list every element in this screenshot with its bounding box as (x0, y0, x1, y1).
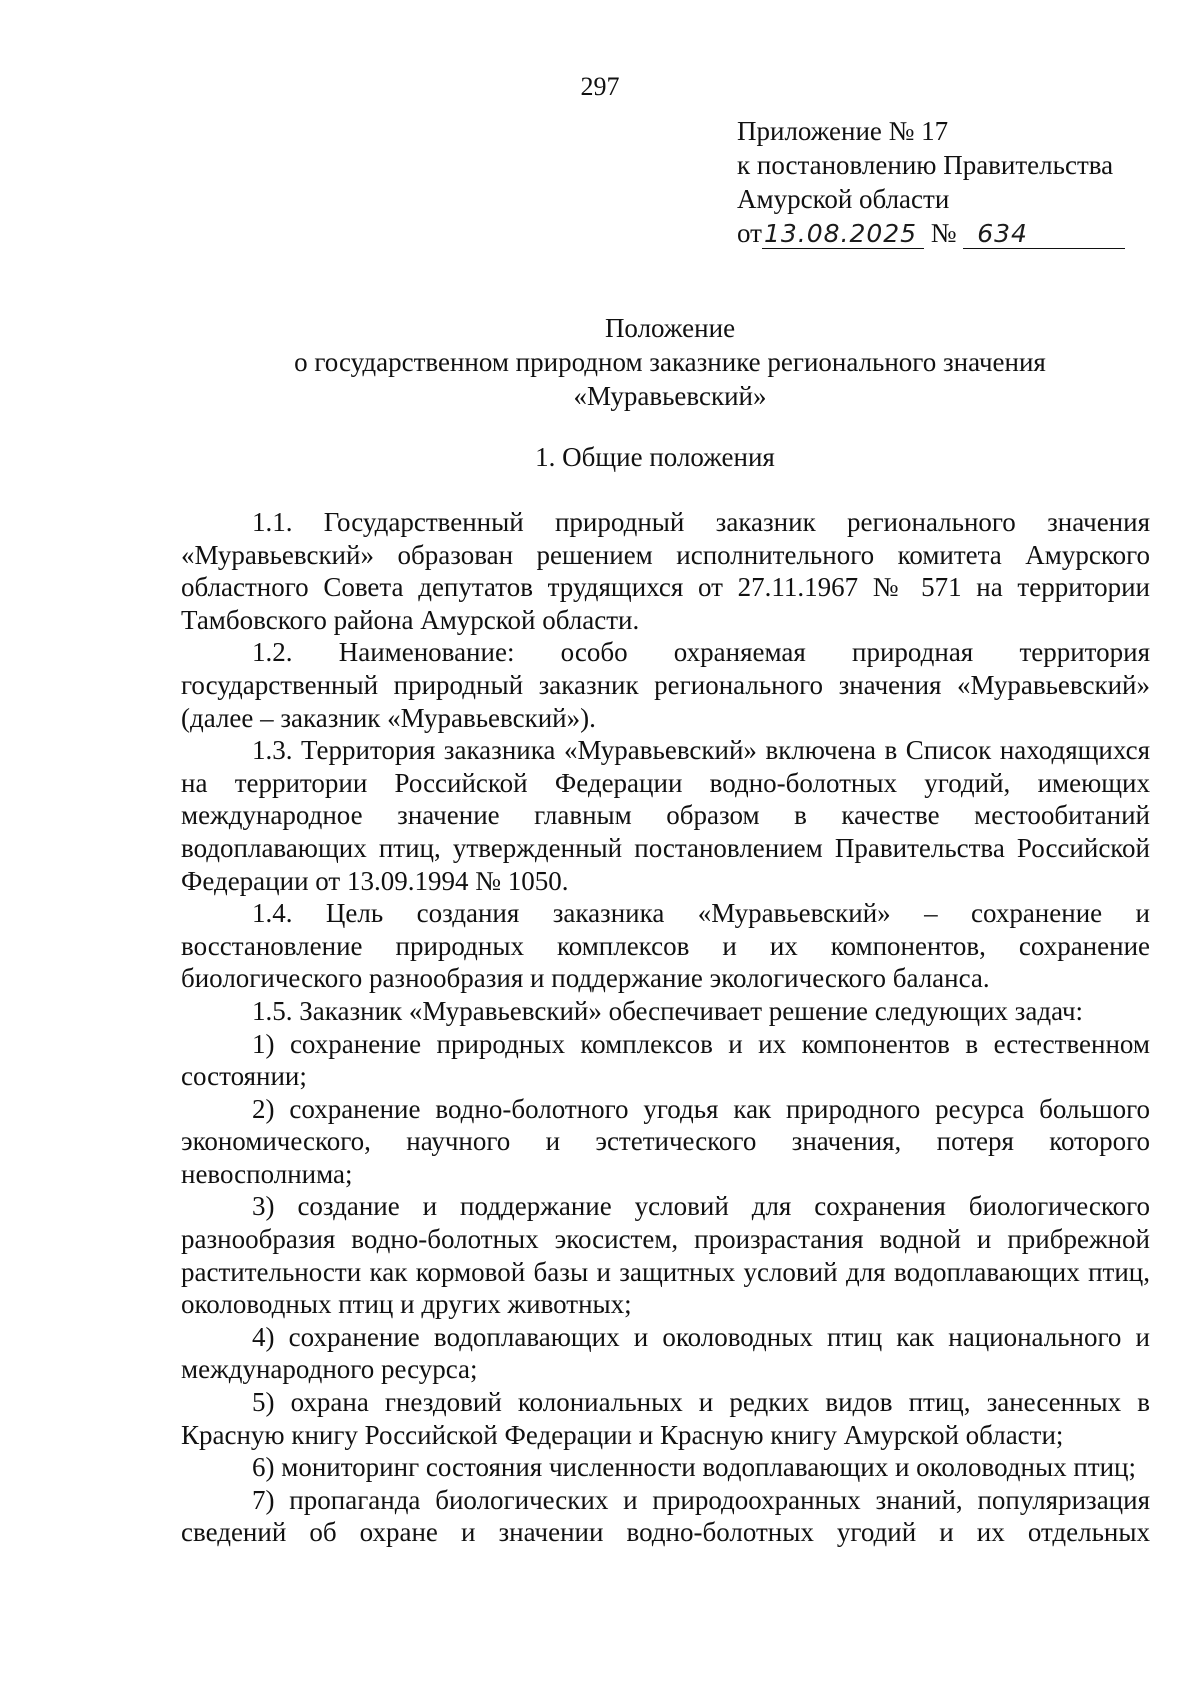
list-item-5: 5) охрана гнездовий колониальных и редких видов птиц, занесенных в Красную книгу Российской Федерации и Красную книгу Амурской области; (181, 1387, 1150, 1450)
handwritten-date: 13.08.2025 (762, 220, 924, 249)
paragraph-1-3: 1.3. Территория заказника «Муравьевский» включена в Список находящихся на территории Российской Федерации водно-болотных угодий, имеющих международное значение главным образом в качестве местообитаний водоплавающих птиц, утвержденный постановлением Правительства Российской Федерации от 13.09.1994 № 1050. (181, 735, 1150, 896)
paragraph-1-5: 1.5. Заказник «Муравьевский» обеспечивает решение следующих задач: (252, 995, 1084, 1026)
appendix-line-1: Приложение № 17 (737, 116, 949, 146)
date-prefix: от (737, 218, 762, 248)
paragraph-1-4: 1.4. Цель создания заказника «Муравьевский» – сохранение и восстановление природных комплексов и их компонентов, сохранение биологического разнообразия и поддержание экологического баланса. (181, 898, 1150, 994)
handwritten-number: 634 (963, 220, 1125, 249)
title-line-3: «Муравьевский» (573, 381, 767, 411)
list-item-7: 7) пропаганда биологических и природоохранных знаний, популяризация сведений об охране и значении водно-болотных угодий и их отдельных (181, 1484, 1150, 1548)
number-prefix: № (930, 218, 957, 248)
title-line-2: о государственном природном заказнике регионального значения (294, 347, 1046, 377)
appendix-line-3: Амурской области (737, 184, 950, 214)
list-item-4: 4) сохранение водоплавающих и околоводных птиц как национального и международного ресурса; (181, 1321, 1150, 1385)
paragraph-1-1: 1.1. Государственный природный заказник регионального значения «Муравьевский» образован решением исполнительного комитета Амурского областного Совета депутатов трудящихся от 27.11.1967 № 571 на территории Тамбовского района Амурской области. (181, 507, 1150, 635)
body-text (181, 506, 1150, 1549)
list-item-6: 6) мониторинг состояния численности водоплавающих и околоводных птиц; (252, 1452, 1137, 1483)
list-item-2: 2) сохранение водно-болотного угодья как природного ресурса большого экономического, научного и эстетического значения, потеря которого невосполнима; (181, 1093, 1150, 1189)
title-line-1: Положение (604, 313, 736, 343)
document-title (0, 311, 1200, 413)
list-item-1: 1) сохранение природных комплексов и их компонентов в естественном состоянии; (181, 1028, 1150, 1092)
page-number: 297 (580, 72, 620, 101)
list-item-3: 3) создание и поддержание условий для сохранения биологического разнообразия водно-болотных экосистем, произрастания водной и прибрежной растительности как кормовой базы и защитных условий для водоплавающих птиц, околоводных птиц и других животных; (181, 1191, 1150, 1320)
appendix-signature-line (737, 216, 1137, 250)
section-heading: 1. Общие положения (535, 442, 775, 472)
appendix-header (737, 114, 1137, 250)
appendix-line-2: к постановлению Правительства (737, 150, 1114, 180)
paragraph-1-2: 1.2. Наименование: особо охраняемая природная территория государственный природный заказник регионального значения «Муравьевский» (далее – заказник «Муравьевский»). (181, 637, 1150, 733)
